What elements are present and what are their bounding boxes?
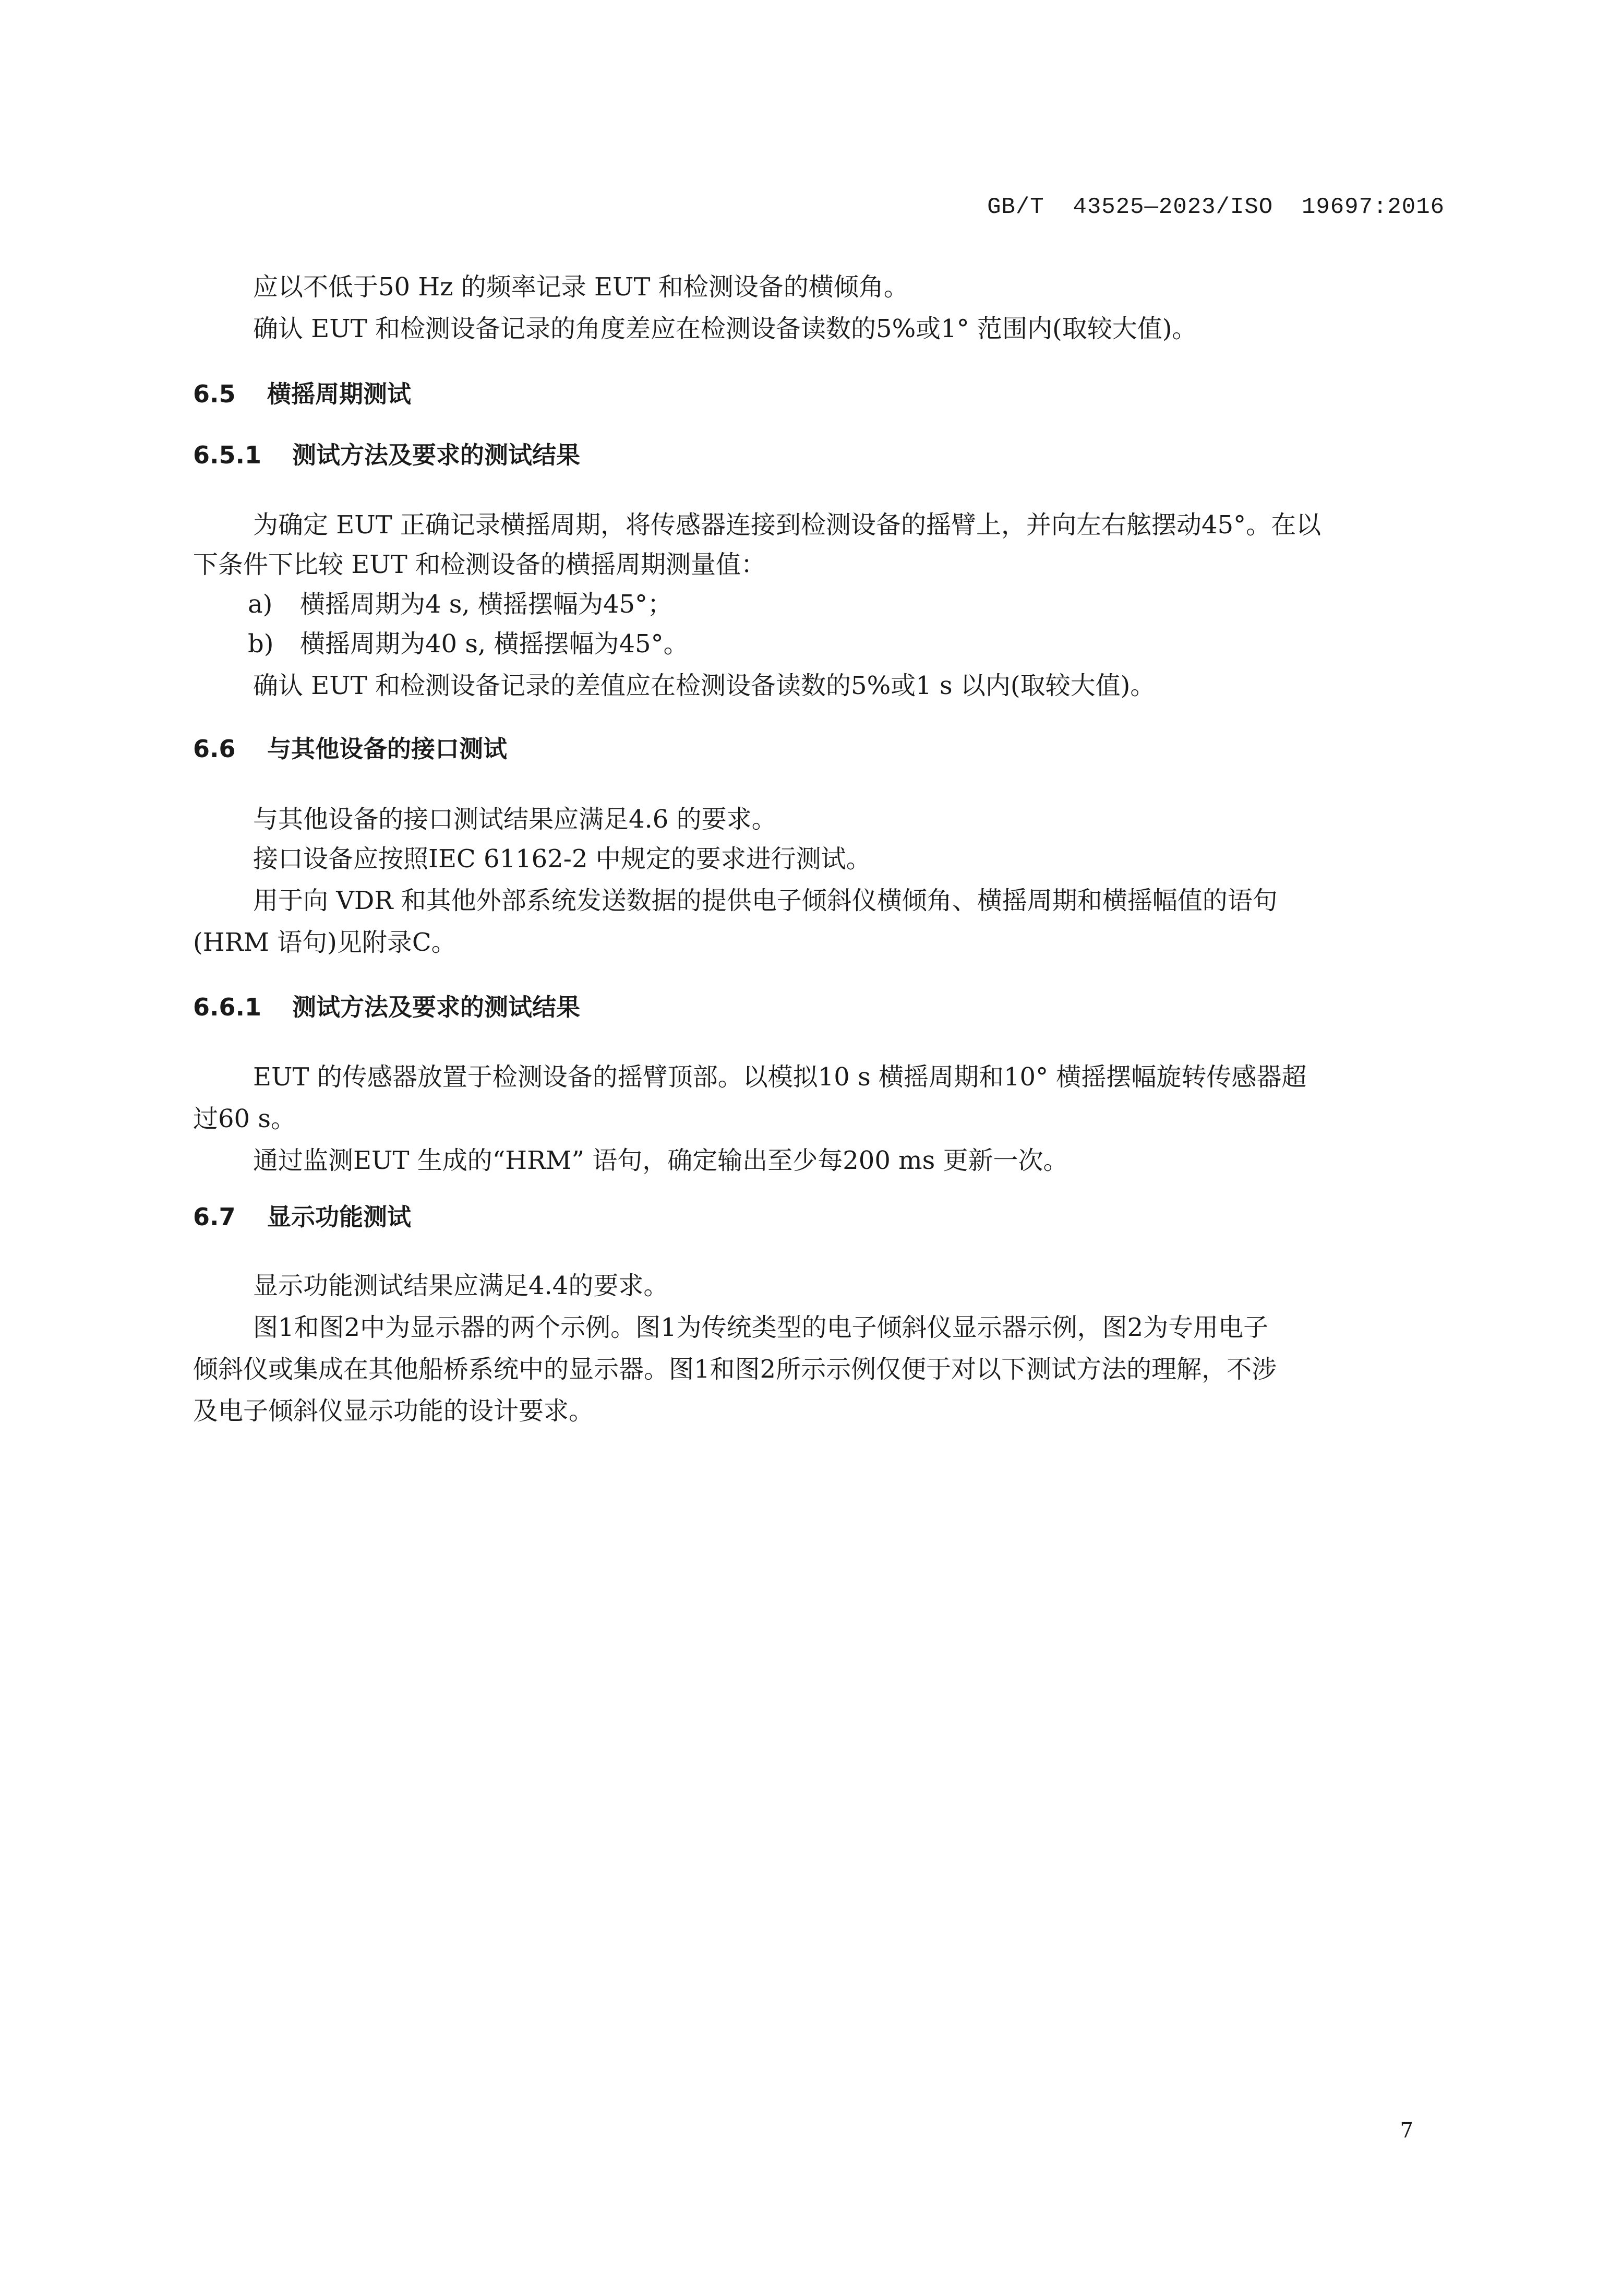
section-heading-6-7 bbox=[193, 1201, 411, 1233]
paragraph-hrm-sentence-line1: 用于向 VDR 和其他外部系统发送数据的提供电子倾斜仪横倾角、横摇周期和横摇幅值的语句 bbox=[253, 886, 1278, 915]
paragraph-hrm-sentence-line2: (HRM 语句)见附录C。 bbox=[193, 928, 456, 957]
paragraph-iec-standard: 接口设备应按照IEC 61162-2 中规定的要求进行测试。 bbox=[253, 844, 871, 874]
paragraph-roll-period-line1: 为确定 EUT 正确记录横摇周期，将传感器连接到检测设备的摇臂上，并向左右舷摆动45°。在以 bbox=[253, 510, 1321, 540]
paragraph-display-examples-line1: 图1和图2中为显示器的两个示例。图1为传统类型的电子倾斜仪显示器示例，图2为专用电子 bbox=[253, 1313, 1269, 1342]
section-number: 6.6 bbox=[193, 735, 236, 763]
section-title: 横摇周期测试 bbox=[267, 380, 411, 408]
paragraph-display-examples-line2: 倾斜仪或集成在其他船桥系统中的显示器。图1和图2所示示例仅便于对以下测试方法的理解，不涉 bbox=[193, 1355, 1277, 1384]
paragraph-sensor-placement-line1: EUT 的传感器放置于检测设备的摇臂顶部。以模拟10 s 横摇周期和10° 横摇摆幅旋转传感器超 bbox=[253, 1062, 1307, 1092]
list-item-text: 横摇周期为4 s, 横摇摆幅为45°； bbox=[300, 590, 673, 619]
page-number: 7 bbox=[1400, 2119, 1413, 2143]
section-title: 测试方法及要求的测试结果 bbox=[292, 993, 580, 1021]
paragraph-sensor-placement-line2: 过60 s。 bbox=[193, 1104, 296, 1133]
paragraph-display-requirement: 显示功能测试结果应满足4.4的要求。 bbox=[253, 1271, 669, 1300]
section-number: 6.5.1 bbox=[193, 441, 261, 469]
section-number: 6.7 bbox=[193, 1203, 236, 1231]
section-heading-6-5-1 bbox=[193, 439, 580, 471]
section-title: 显示功能测试 bbox=[267, 1203, 411, 1231]
paragraph-difference-value: 确认 EUT 和检测设备记录的差值应在检测设备读数的5%或1 s 以内(取较大值)。 bbox=[253, 671, 1156, 700]
section-number: 6.6.1 bbox=[193, 993, 261, 1021]
section-heading-6-6 bbox=[193, 733, 507, 764]
section-title: 与其他设备的接口测试 bbox=[267, 735, 507, 763]
paragraph-hrm-update-rate: 通过监测EUT 生成的“HRM” 语句，确定输出至少每200 ms 更新一次。 bbox=[253, 1146, 1068, 1175]
paragraph-display-examples-line3: 及电子倾斜仪显示功能的设计要求。 bbox=[193, 1396, 594, 1426]
list-marker: b) bbox=[248, 629, 274, 659]
section-heading-6-5 bbox=[193, 378, 411, 410]
paragraph-sampling-rate: 应以不低于50 Hz 的频率记录 EUT 和检测设备的横倾角。 bbox=[253, 272, 909, 302]
section-number: 6.5 bbox=[193, 380, 236, 408]
paragraph-angle-difference: 确认 EUT 和检测设备记录的角度差应在检测设备读数的5%或1° 范围内(取较大值)。 bbox=[253, 314, 1197, 343]
section-heading-6-6-1 bbox=[193, 991, 580, 1023]
list-item-text: 横摇周期为40 s, 横摇摆幅为45°。 bbox=[300, 629, 689, 659]
paragraph-interface-requirement: 与其他设备的接口测试结果应满足4.6 的要求。 bbox=[253, 805, 777, 834]
standard-number-header: GB/T 43525—2023/ISO 19697:2016 bbox=[987, 194, 1445, 220]
section-title: 测试方法及要求的测试结果 bbox=[292, 441, 580, 469]
list-marker: a) bbox=[248, 590, 273, 619]
paragraph-roll-period-line2: 下条件下比较 EUT 和检测设备的横摇周期测量值： bbox=[193, 550, 766, 579]
